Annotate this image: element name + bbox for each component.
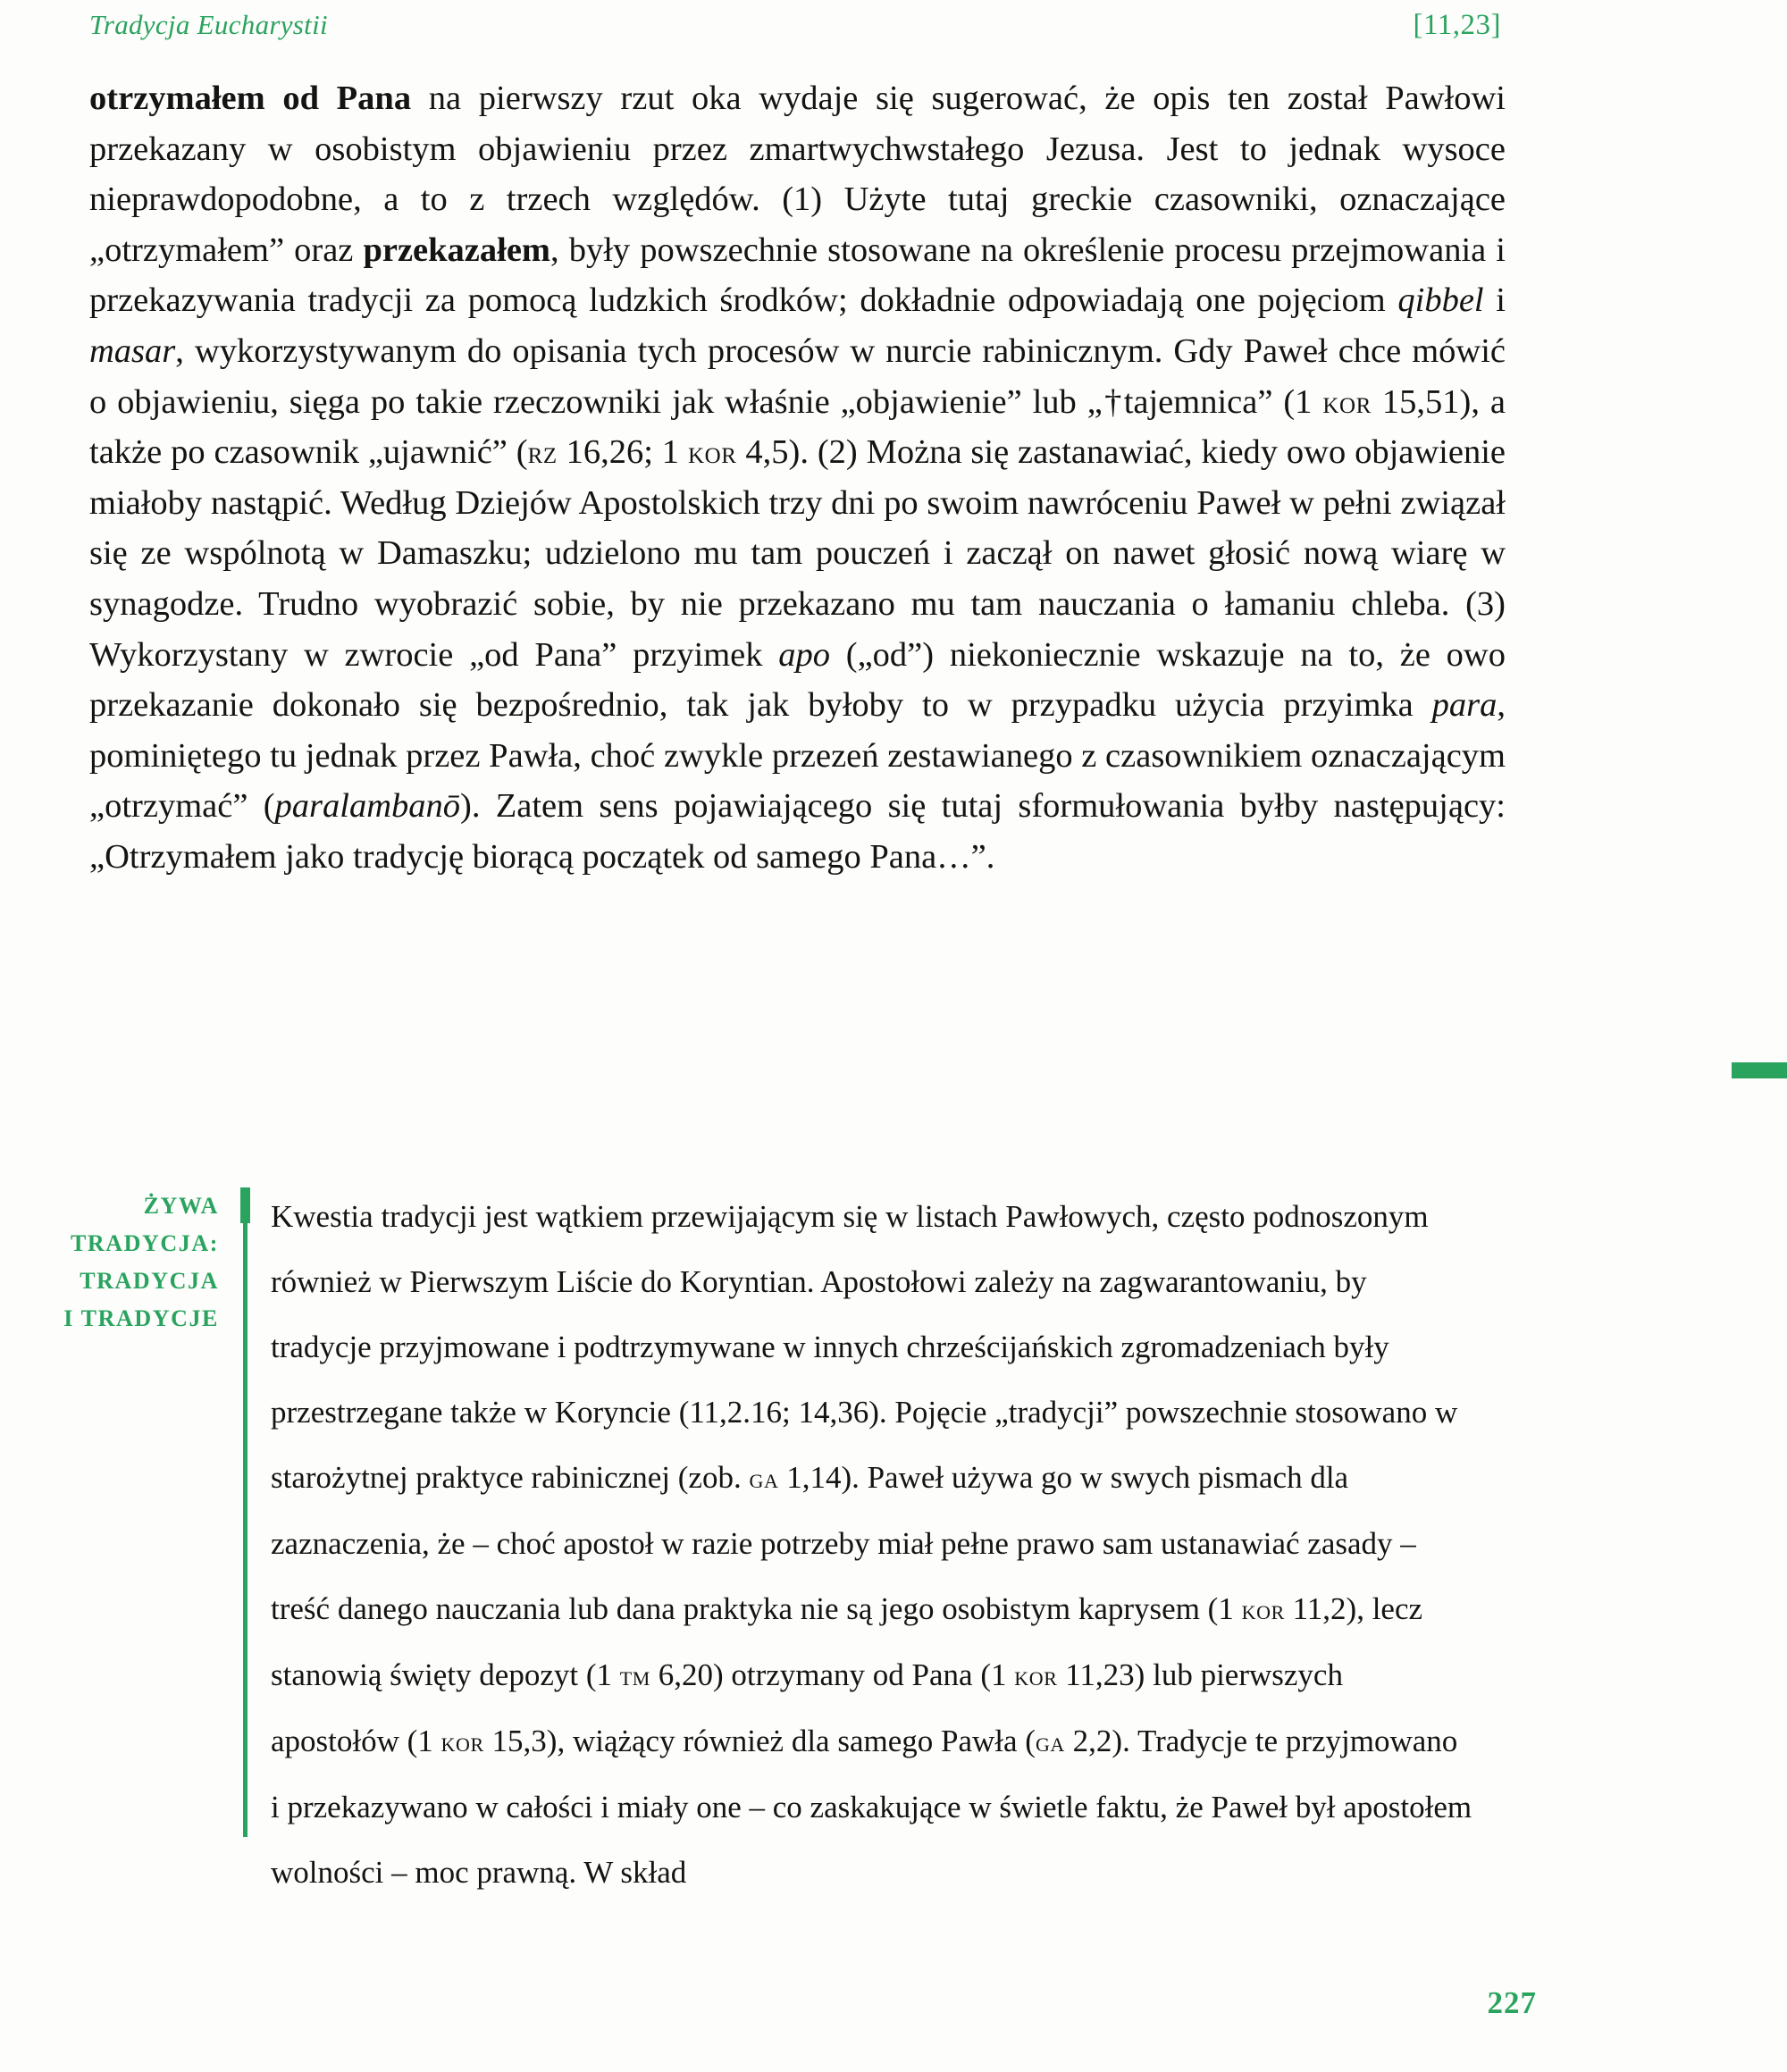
feature-rule-line [243, 1189, 247, 1837]
running-head-title: Tradycja Eucharystii [89, 9, 328, 40]
green-edge-marker-icon [1732, 1062, 1787, 1078]
feature-label-line: ŻYWA [143, 1193, 219, 1219]
feature-rule-cap [240, 1187, 250, 1223]
feature-label-line: I TRADYCJE [63, 1305, 219, 1331]
running-head [89, 9, 1501, 42]
feature-paragraph [271, 1184, 1472, 1905]
feature-box [0, 1184, 1787, 1905]
feature-box-label [18, 1184, 219, 1338]
feature-label-line: TRADYCJA: [70, 1230, 219, 1256]
body-text-column [89, 73, 1506, 883]
feature-box-text [271, 1184, 1472, 1905]
feature-label-line: TRADYCJA [80, 1268, 219, 1294]
body-paragraph [89, 73, 1506, 883]
feature-vertical-rule [235, 1184, 262, 1905]
body-rich-text: na pierwszy rzut oka wydaje się sugerować, że opis ten został Pawłowi przekazany w osobistym objawieniu przez zmartwychwstałego Jezusa. Jest to jednak wysoce nieprawdopodobne, a to z trzech względów. (1) Użyte tutaj greckie czasowniki, oznaczające „otrzymałem” oraz przekazałem, były powszechnie stosowane na określenie procesu przejmowania i przekazywania tradycji za pomocą ludzkich środków; dokładnie odpowiadają one pojęciom qibbel i masar, wykorzystywanym do opisania tych procesów w nurcie rabinicznym. Gdy Paweł chce mówić o objawieniu, sięga po takie rzeczowniki jak właśnie „objawienie” lub „†tajemnica” (1 kor 15,51), a także po czasownik „ujawnić” (rz 16,26; 1 kor 4,5). (2) Można się zastanawiać, kiedy owo objawienie miałoby nastąpić. Według Dziejów Apostolskich trzy dni po swoim nawróceniu Paweł w pełni związał się ze wspólnotą w Damaszku; udzielono mu tam pouczeń i zaczął on nawet głosić nową wiarę w synagodze. Trudno wyobrazić sobie, by nie przekazano mu tam nauczania o łamaniu chleba. (3) Wykorzystany w zwrocie „od Pana” przyimek apo („od”) niekoniecznie wskazuje na to, że owo przekazanie dokonało się bezpośrednio, tak jak byłoby to w przypadku użycia przyimka para, pominiętego tu jednak przez Pawła, choć zwykle przezeń zestawianego z czasownikiem oznaczającym „otrzymać” (paralambanō). Zatem sens pojawiającego się tutaj sformułowania byłby następujący: „Otrzymałem jako tradycję biorącą początek od samego Pana…”. [89, 80, 1506, 876]
page-number: 227 [1487, 1985, 1537, 2020]
body-lead-bold: otrzymałem od Pana [89, 80, 412, 117]
feature-rich-text: Kwestia tradycji jest wątkiem przewijającym się w listach Pawłowych, często podnoszonym również w Pierwszym Liście do Koryntian. Apostołowi zależy na zagwarantowaniu, by tradycje przyjmowane i podtrzymywane w innych chrześcijańskich zgromadzeniach były przestrzegane także w Koryncie (11,2.16; 14,36). Pojęcie „tradycji” powszechnie stosowano w starożytnej praktyce rabinicznej (zob. ga 1,14). Paweł używa go w swych pismach dla zaznaczenia, że – choć apostoł w razie potrzeby miał pełne prawo sam ustanawiać zasady – treść danego nauczania lub dana praktyka nie są jego osobistym kaprysem (1 kor 11,2), lecz stanowią święty depozyt (1 tm 6,20) otrzymany od Pana (1 kor 11,23) lub pierwszych apostołów (1 kor 15,3), wiążący również dla samego Pawła (ga 2,2). Tradycje te przyjmowano i przekazywano w całości i miały one – co zaskakujące w świetle faktu, że Paweł był apostołem wolności – moc prawną. W skład [271, 1199, 1472, 1890]
running-head-reference: [11,23] [1413, 9, 1501, 41]
